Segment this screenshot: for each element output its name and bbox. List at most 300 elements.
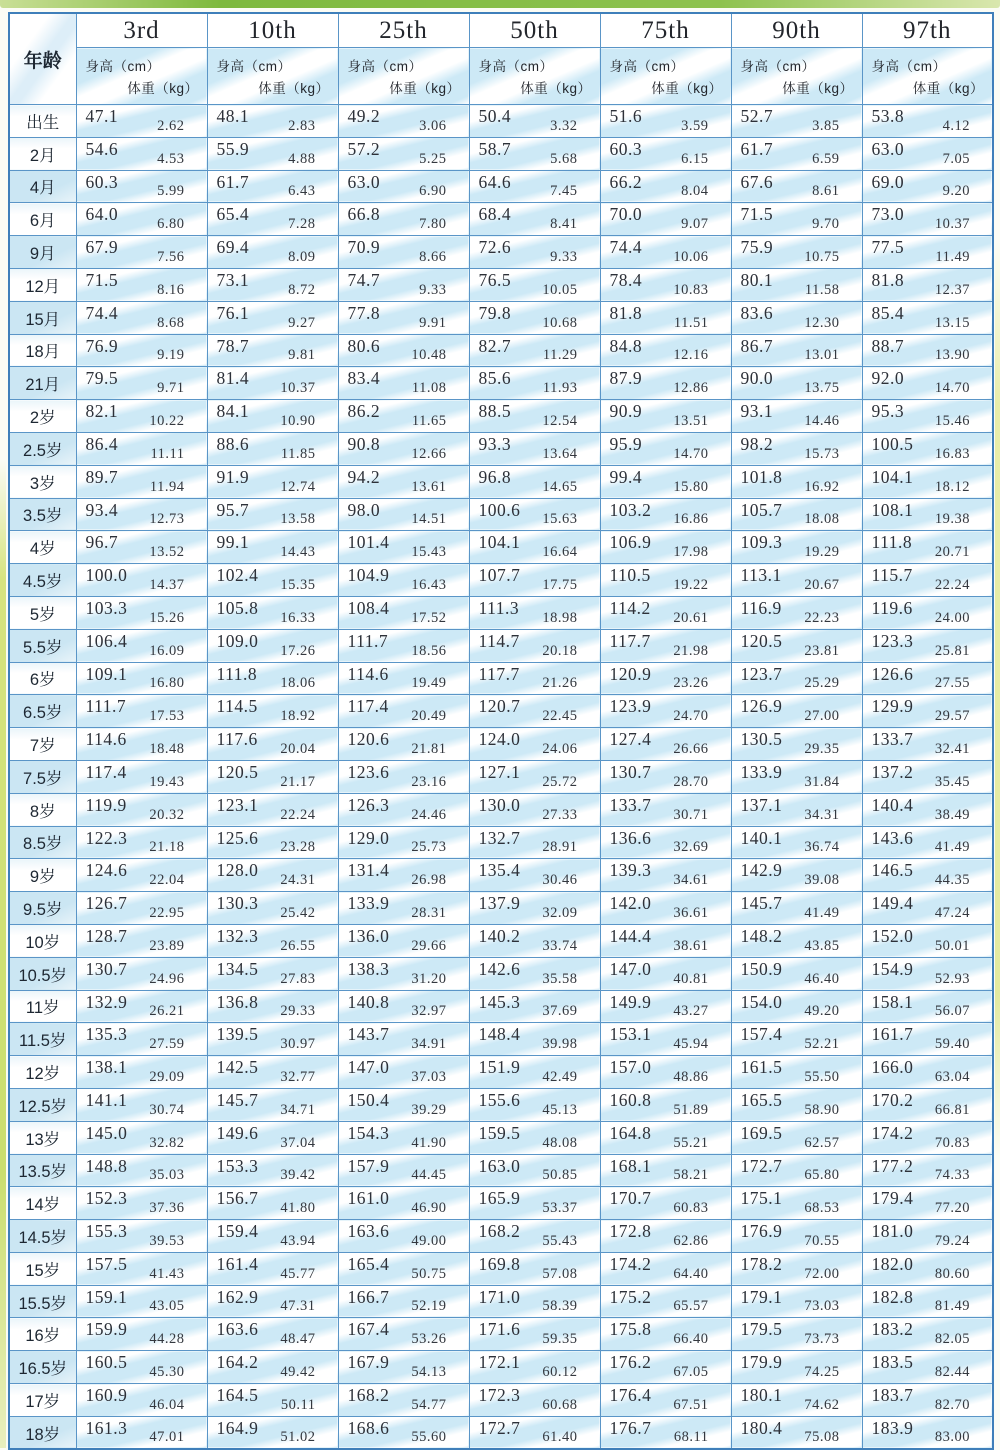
weight-value: 4.12 <box>942 117 970 134</box>
data-cell <box>338 1416 469 1449</box>
height-value: 143.6 <box>871 827 914 848</box>
height-value: 156.7 <box>216 1188 259 1209</box>
age-cell: 8.5岁 <box>9 826 76 859</box>
data-cell <box>731 367 862 400</box>
height-value: 104.9 <box>347 565 390 586</box>
height-value: 132.9 <box>85 991 128 1012</box>
data-cell <box>469 301 600 334</box>
weight-value: 11.65 <box>411 412 447 429</box>
age-cell: 14.5岁 <box>9 1220 76 1253</box>
weight-value: 13.52 <box>149 544 185 561</box>
height-value: 103.3 <box>85 597 128 618</box>
height-value: 95.3 <box>871 401 905 422</box>
height-value: 70.9 <box>347 237 381 258</box>
data-cell <box>862 1351 993 1384</box>
height-value: 179.1 <box>740 1286 783 1307</box>
table-row <box>9 400 993 433</box>
data-cell <box>862 826 993 859</box>
data-cell <box>731 662 862 695</box>
height-value: 147.0 <box>609 958 652 979</box>
data-cell <box>862 465 993 498</box>
age-cell: 9岁 <box>9 859 76 892</box>
data-cell <box>731 137 862 170</box>
age-cell: 4岁 <box>9 531 76 564</box>
weight-value: 52.19 <box>411 1298 447 1315</box>
weight-value: 41.49 <box>934 839 970 856</box>
height-value: 128.7 <box>85 925 128 946</box>
height-value: 174.2 <box>871 1122 914 1143</box>
weight-value: 25.42 <box>280 904 316 921</box>
height-value: 152.0 <box>871 925 914 946</box>
weight-value: 39.42 <box>280 1167 316 1184</box>
data-cell <box>76 400 207 433</box>
age-cell: 13.5岁 <box>9 1154 76 1187</box>
weight-value: 47.24 <box>934 904 970 921</box>
data-cell <box>600 1220 731 1253</box>
height-value: 86.2 <box>347 401 381 422</box>
table-row <box>9 629 993 662</box>
data-cell <box>338 596 469 629</box>
weight-value: 43.05 <box>149 1298 185 1315</box>
height-value: 140.2 <box>478 925 521 946</box>
weight-value: 21.81 <box>411 740 447 757</box>
weight-value: 11.11 <box>150 445 185 462</box>
weight-value: 52.93 <box>934 970 970 987</box>
weight-value: 29.66 <box>411 937 447 954</box>
data-cell <box>600 1088 731 1121</box>
height-value: 86.7 <box>740 335 774 356</box>
weight-value: 8.41 <box>550 216 578 233</box>
weight-value: 7.28 <box>288 216 316 233</box>
weight-value: 14.70 <box>934 380 970 397</box>
weight-value: 9.70 <box>812 216 840 233</box>
weight-value: 22.45 <box>542 708 578 725</box>
data-cell <box>600 629 731 662</box>
table-header <box>9 13 993 105</box>
weight-value: 39.08 <box>804 872 840 889</box>
height-value: 93.3 <box>478 433 512 454</box>
height-value: 169.8 <box>478 1253 521 1274</box>
weight-value: 44.45 <box>411 1167 447 1184</box>
height-value: 63.0 <box>871 138 905 159</box>
weight-value: 32.69 <box>673 839 709 856</box>
height-value: 170.7 <box>609 1188 652 1209</box>
weight-value: 14.37 <box>149 576 185 593</box>
table-row <box>9 236 993 269</box>
weight-value: 35.03 <box>149 1167 185 1184</box>
weight-value: 37.69 <box>542 1003 578 1020</box>
height-value: 145.7 <box>216 1089 259 1110</box>
height-value: 169.5 <box>740 1122 783 1143</box>
weight-value: 53.26 <box>411 1331 447 1348</box>
weight-value: 44.28 <box>149 1331 185 1348</box>
age-cell: 17岁 <box>9 1384 76 1417</box>
weight-value: 30.46 <box>542 872 578 889</box>
height-value: 111.8 <box>216 663 258 684</box>
height-value: 136.6 <box>609 827 652 848</box>
weight-value: 11.51 <box>673 314 709 331</box>
height-value: 74.4 <box>85 302 119 323</box>
data-cell <box>469 137 600 170</box>
height-value: 104.1 <box>871 466 914 487</box>
weight-value: 12.16 <box>673 347 709 364</box>
height-value: 116.9 <box>740 597 782 618</box>
data-cell <box>600 1252 731 1285</box>
data-cell <box>338 564 469 597</box>
weight-value: 19.38 <box>934 511 970 528</box>
data-cell <box>731 301 862 334</box>
weight-value: 8.09 <box>288 248 316 265</box>
data-cell <box>731 1088 862 1121</box>
height-value: 103.2 <box>609 499 652 520</box>
data-cell <box>469 596 600 629</box>
height-value: 82.7 <box>478 335 512 356</box>
height-value: 66.8 <box>347 204 381 225</box>
data-cell <box>76 236 207 269</box>
height-value: 111.7 <box>347 630 389 651</box>
data-cell <box>731 1056 862 1089</box>
data-cell <box>862 105 993 138</box>
data-cell <box>731 1154 862 1187</box>
percentile-header-row <box>9 13 993 48</box>
weight-value: 64.40 <box>673 1265 709 1282</box>
weight-value: 25.73 <box>411 839 447 856</box>
data-cell <box>600 1121 731 1154</box>
data-cell <box>207 728 338 761</box>
weight-value: 10.22 <box>149 412 185 429</box>
percentile-header: 25th <box>338 13 469 48</box>
height-value: 49.2 <box>347 106 381 126</box>
weight-value: 55.21 <box>673 1134 709 1151</box>
data-cell <box>731 990 862 1023</box>
height-value: 161.0 <box>347 1188 390 1209</box>
weight-value: 12.66 <box>411 445 447 462</box>
weight-value: 24.00 <box>934 609 970 626</box>
height-value: 146.5 <box>871 860 914 881</box>
data-cell <box>338 367 469 400</box>
data-cell <box>600 268 731 301</box>
weight-value: 7.45 <box>550 183 578 200</box>
data-cell <box>862 695 993 728</box>
data-cell <box>207 1285 338 1318</box>
age-cell: 18岁 <box>9 1416 76 1449</box>
table-row <box>9 564 993 597</box>
height-value: 76.5 <box>478 269 512 290</box>
height-value: 108.1 <box>871 499 914 520</box>
height-value: 75.9 <box>740 237 774 258</box>
height-value: 100.5 <box>871 433 914 454</box>
data-cell <box>731 793 862 826</box>
height-value: 163.6 <box>347 1221 390 1242</box>
height-value: 96.7 <box>85 532 119 553</box>
data-cell <box>207 301 338 334</box>
data-cell <box>207 793 338 826</box>
weight-value: 20.61 <box>673 609 709 626</box>
height-value: 131.4 <box>347 860 390 881</box>
weight-value: 20.67 <box>804 576 840 593</box>
weight-value: 9.07 <box>681 216 709 233</box>
weight-value: 51.89 <box>673 1101 709 1118</box>
weight-value: 5.99 <box>157 183 185 200</box>
data-cell <box>469 268 600 301</box>
weight-value: 47.01 <box>149 1429 185 1446</box>
height-value: 157.0 <box>609 1057 652 1078</box>
height-value: 81.4 <box>216 368 250 389</box>
data-cell <box>862 1121 993 1154</box>
weight-value: 15.80 <box>673 478 709 495</box>
weight-value: 35.58 <box>542 970 578 987</box>
data-cell <box>862 564 993 597</box>
height-value: 125.6 <box>216 827 259 848</box>
data-cell <box>469 990 600 1023</box>
data-cell <box>731 760 862 793</box>
table-body <box>9 105 993 1450</box>
weight-value: 81.49 <box>934 1298 970 1315</box>
weight-value: 32.97 <box>411 1003 447 1020</box>
age-cell: 6.5岁 <box>9 695 76 728</box>
height-value: 120.7 <box>478 696 521 717</box>
weight-value: 43.27 <box>673 1003 709 1020</box>
data-cell <box>731 1285 862 1318</box>
height-value: 85.6 <box>478 368 512 389</box>
weight-value: 9.33 <box>550 248 578 265</box>
table-row <box>9 203 993 236</box>
height-value: 77.5 <box>871 237 905 258</box>
height-value: 74.7 <box>347 269 381 290</box>
data-cell <box>207 1121 338 1154</box>
data-cell <box>469 1220 600 1253</box>
weight-value: 12.30 <box>804 314 840 331</box>
height-value: 88.6 <box>216 433 250 454</box>
height-value: 91.9 <box>216 466 250 487</box>
height-value: 183.7 <box>871 1385 914 1406</box>
height-value: 164.8 <box>609 1122 652 1143</box>
data-cell <box>600 924 731 957</box>
age-cell: 14岁 <box>9 1187 76 1220</box>
height-value: 161.3 <box>85 1417 128 1438</box>
height-value: 89.7 <box>85 466 119 487</box>
data-cell <box>862 629 993 662</box>
weight-value: 77.20 <box>934 1200 970 1217</box>
data-cell <box>207 924 338 957</box>
table-row <box>9 1318 993 1351</box>
data-cell <box>600 596 731 629</box>
data-cell <box>862 924 993 957</box>
height-value: 174.2 <box>609 1253 652 1274</box>
height-value: 84.8 <box>609 335 643 356</box>
weight-value: 29.57 <box>934 708 970 725</box>
data-cell <box>338 1285 469 1318</box>
table-row <box>9 596 993 629</box>
data-cell <box>600 728 731 761</box>
weight-value: 16.92 <box>804 478 840 495</box>
weight-value: 8.61 <box>812 183 840 200</box>
weight-value: 13.15 <box>934 314 970 331</box>
weight-value: 31.84 <box>804 773 840 790</box>
height-value: 126.6 <box>871 663 914 684</box>
data-cell <box>600 105 731 138</box>
data-cell <box>862 1088 993 1121</box>
data-cell <box>731 1351 862 1384</box>
height-value: 170.2 <box>871 1089 914 1110</box>
data-cell <box>731 268 862 301</box>
data-cell <box>207 564 338 597</box>
weight-value: 20.04 <box>280 740 316 757</box>
height-value: 109.1 <box>85 663 128 684</box>
weight-value: 45.77 <box>280 1265 316 1282</box>
weight-value: 8.68 <box>157 314 185 331</box>
age-cell: 15月 <box>9 301 76 334</box>
height-value: 83.4 <box>347 368 381 389</box>
data-cell <box>731 826 862 859</box>
weight-value: 39.98 <box>542 1036 578 1053</box>
height-value: 114.7 <box>478 630 520 651</box>
weight-value: 21.17 <box>280 773 316 790</box>
page-edge-right <box>995 240 1000 1160</box>
height-value: 157.4 <box>740 1024 783 1045</box>
height-value: 123.9 <box>609 696 652 717</box>
data-cell <box>76 1351 207 1384</box>
data-cell <box>338 268 469 301</box>
height-value: 47.1 <box>85 106 119 126</box>
data-cell <box>731 629 862 662</box>
data-cell <box>862 498 993 531</box>
data-cell <box>469 957 600 990</box>
weight-value: 6.90 <box>419 183 447 200</box>
height-value: 172.1 <box>478 1352 521 1373</box>
height-value: 168.6 <box>347 1417 390 1438</box>
height-value: 53.8 <box>871 106 905 126</box>
age-cell: 15.5岁 <box>9 1285 76 1318</box>
age-cell: 3岁 <box>9 465 76 498</box>
weight-value: 4.88 <box>288 150 316 167</box>
data-cell <box>469 1285 600 1318</box>
data-cell <box>600 564 731 597</box>
weight-value: 15.35 <box>280 576 316 593</box>
weight-value: 5.68 <box>550 150 578 167</box>
weight-value: 45.94 <box>673 1036 709 1053</box>
data-cell <box>862 236 993 269</box>
age-cell: 出生 <box>9 105 76 138</box>
weight-value: 12.74 <box>280 478 316 495</box>
weight-value: 28.70 <box>673 773 709 790</box>
table-row <box>9 728 993 761</box>
height-value: 175.2 <box>609 1286 652 1307</box>
height-value: 114.5 <box>216 696 258 717</box>
height-value: 117.6 <box>216 729 258 750</box>
height-value: 171.0 <box>478 1286 521 1307</box>
weight-value: 48.86 <box>673 1068 709 1085</box>
data-cell <box>76 1088 207 1121</box>
data-cell <box>600 1384 731 1417</box>
weight-value: 19.22 <box>673 576 709 593</box>
data-cell <box>600 465 731 498</box>
weight-value: 57.08 <box>542 1265 578 1282</box>
data-cell <box>338 236 469 269</box>
weight-value: 39.53 <box>149 1232 185 1249</box>
data-cell <box>600 826 731 859</box>
height-value: 88.7 <box>871 335 905 356</box>
weight-value: 36.74 <box>804 839 840 856</box>
data-cell <box>207 105 338 138</box>
weight-value: 55.60 <box>411 1429 447 1446</box>
weight-value: 74.62 <box>804 1396 840 1413</box>
height-value: 148.8 <box>85 1155 128 1176</box>
height-value: 105.7 <box>740 499 783 520</box>
weight-value: 38.61 <box>673 937 709 954</box>
weight-value: 26.55 <box>280 937 316 954</box>
weight-value: 15.46 <box>934 412 970 429</box>
weight-value: 9.71 <box>157 380 185 397</box>
table-row <box>9 1154 993 1187</box>
weight-value: 13.58 <box>280 511 316 528</box>
data-cell <box>76 990 207 1023</box>
data-cell <box>862 137 993 170</box>
height-value: 83.6 <box>740 302 774 323</box>
data-cell <box>600 1285 731 1318</box>
data-cell <box>338 170 469 203</box>
data-cell <box>76 203 207 236</box>
height-value: 108.4 <box>347 597 390 618</box>
weight-value: 9.27 <box>288 314 316 331</box>
height-value: 100.0 <box>85 565 128 586</box>
weight-unit-label: 体重（kg） <box>782 81 854 96</box>
weight-value: 15.43 <box>411 544 447 561</box>
weight-value: 74.25 <box>804 1364 840 1381</box>
height-value: 106.9 <box>609 532 652 553</box>
weight-value: 34.91 <box>411 1036 447 1053</box>
height-value: 64.0 <box>85 204 119 225</box>
data-cell <box>862 400 993 433</box>
weight-value: 31.20 <box>411 970 447 987</box>
data-cell <box>600 793 731 826</box>
age-cell: 5.5岁 <box>9 629 76 662</box>
weight-value: 17.52 <box>411 609 447 626</box>
height-value: 99.4 <box>609 466 643 487</box>
height-value: 58.7 <box>478 138 512 159</box>
weight-value: 16.83 <box>934 445 970 462</box>
height-value: 168.2 <box>478 1221 521 1242</box>
height-value: 120.6 <box>347 729 390 750</box>
weight-value: 9.91 <box>419 314 447 331</box>
data-cell <box>207 990 338 1023</box>
weight-value: 50.11 <box>280 1396 316 1413</box>
weight-value: 15.63 <box>542 511 578 528</box>
weight-value: 20.32 <box>149 806 185 823</box>
age-cell: 16岁 <box>9 1318 76 1351</box>
growth-table-wrap <box>8 12 992 1450</box>
height-value: 95.7 <box>216 499 250 520</box>
weight-value: 56.07 <box>934 1003 970 1020</box>
table-row <box>9 760 993 793</box>
weight-value: 14.46 <box>804 412 840 429</box>
weight-value: 3.32 <box>550 117 578 134</box>
height-value: 74.4 <box>609 237 643 258</box>
data-cell <box>207 1416 338 1449</box>
height-value: 151.9 <box>478 1057 521 1078</box>
table-row <box>9 957 993 990</box>
weight-value: 30.97 <box>280 1036 316 1053</box>
weight-value: 8.66 <box>419 248 447 265</box>
weight-value: 15.73 <box>804 445 840 462</box>
table-row <box>9 367 993 400</box>
data-cell <box>76 268 207 301</box>
data-cell <box>76 105 207 138</box>
weight-value: 32.77 <box>280 1068 316 1085</box>
weight-value: 8.16 <box>157 281 185 298</box>
weight-value: 28.31 <box>411 904 447 921</box>
data-cell <box>207 859 338 892</box>
